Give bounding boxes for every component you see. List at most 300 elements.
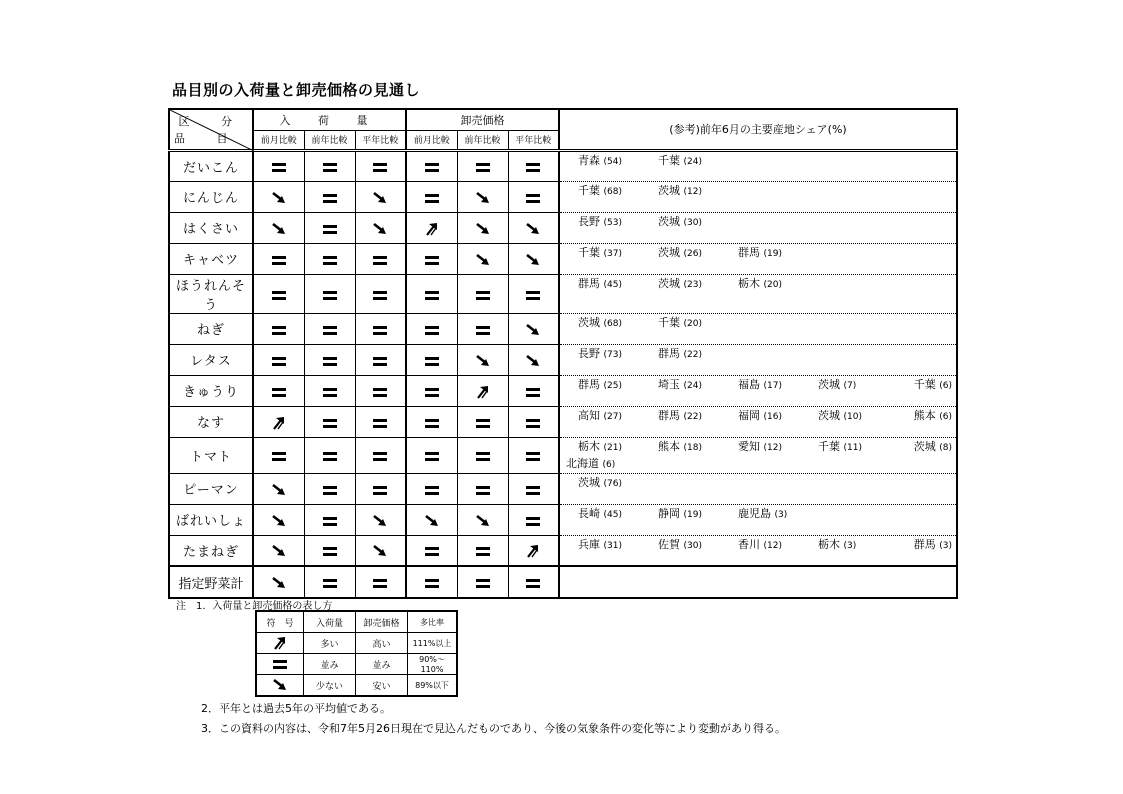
equal-icon: [422, 576, 442, 590]
share-prefecture: 千葉: [578, 245, 601, 259]
legend-header-price: 卸売価格: [356, 611, 408, 633]
equal-icon: [422, 449, 442, 463]
symbol-cell: [406, 181, 457, 212]
share-entry: [578, 408, 658, 425]
symbol-cell: [508, 313, 559, 344]
symbol-cell: [457, 212, 508, 243]
share-prefecture: 北海道: [566, 456, 600, 470]
legend-price: 高い: [356, 633, 408, 654]
table-row: [169, 535, 957, 566]
share-percent: (18): [683, 442, 702, 453]
share-percent: (8): [939, 442, 952, 453]
share-percent: (30): [683, 540, 702, 551]
symbol-cell: [355, 181, 406, 212]
symbol-cell: [406, 437, 457, 473]
share-prefecture: 群馬: [913, 537, 936, 551]
share-percent: (25): [603, 380, 622, 391]
share-cell: [559, 243, 957, 274]
equal-icon: [320, 483, 340, 497]
down-arrow-icon: [269, 514, 289, 528]
share-prefecture: 千葉: [578, 183, 601, 197]
equal-icon: [473, 160, 493, 174]
equal-icon: [370, 354, 390, 368]
equal-icon: [370, 449, 390, 463]
share-entry: [738, 506, 818, 523]
down-arrow-icon: [473, 191, 493, 205]
subheader-price-normal-year: 平年比較: [508, 130, 559, 150]
share-entry: [738, 276, 818, 293]
header-diagonal-cell: [169, 109, 253, 150]
equal-icon: [320, 288, 340, 302]
down-arrow-icon: [269, 222, 289, 236]
up-arrow-icon: [523, 544, 543, 558]
subheader-arr-prev-month: 前月比較: [253, 130, 304, 150]
share-cell: [559, 274, 957, 313]
down-arrow-icon: [270, 678, 290, 692]
item-name: ピーマン: [169, 473, 253, 504]
equal-icon: [320, 191, 340, 205]
share-prefecture: 茨城: [818, 408, 841, 422]
share-entry: [914, 377, 952, 394]
equal-icon: [320, 576, 340, 590]
share-prefecture: 茨城: [658, 245, 681, 259]
legend-symbol: [256, 633, 304, 654]
share-percent: (6): [602, 459, 616, 470]
share-entry: [818, 439, 898, 456]
share-prefecture: 熊本: [913, 408, 936, 422]
equal-icon: [370, 483, 390, 497]
symbol-cell: [253, 504, 304, 535]
share-percent: (68): [603, 186, 622, 197]
item-name: レタス: [169, 344, 253, 375]
share-entry: [658, 183, 738, 200]
equal-icon: [320, 416, 340, 430]
legend-price: 安い: [356, 675, 408, 697]
share-entry: [738, 439, 818, 456]
equal-icon: [320, 253, 340, 267]
symbol-cell: [406, 243, 457, 274]
symbol-cell: [355, 375, 406, 406]
symbol-cell: [457, 406, 508, 437]
equal-icon: [270, 657, 290, 671]
equal-icon: [320, 323, 340, 337]
symbol-cell: [304, 504, 355, 535]
share-entry: [578, 506, 658, 523]
legend-arrivals: 少ない: [304, 675, 356, 697]
symbol-cell: [508, 375, 559, 406]
share-cell: [559, 504, 957, 535]
share-percent: (20): [683, 318, 702, 329]
equal-icon: [523, 576, 543, 590]
equal-icon: [320, 354, 340, 368]
share-prefecture: 福岡: [738, 408, 761, 422]
share-cell: [559, 212, 957, 243]
equal-icon: [320, 160, 340, 174]
subheader-price-prev-month: 前月比較: [406, 130, 457, 150]
share-prefecture: 兵庫: [578, 537, 601, 551]
share-prefecture: 香川: [738, 537, 761, 551]
share-percent: (45): [603, 509, 622, 520]
symbol-cell: [304, 566, 355, 598]
table-row: [169, 150, 957, 181]
share-cell-empty: [559, 566, 957, 598]
share-percent: (37): [603, 248, 622, 259]
equal-icon: [422, 483, 442, 497]
table-row: [169, 274, 957, 313]
share-prefecture: 鹿児島: [738, 506, 772, 520]
share-entry: [818, 537, 898, 554]
share-percent: (12): [683, 186, 702, 197]
share-cell: [559, 150, 957, 181]
down-arrow-icon: [370, 191, 390, 205]
share-prefecture: 茨城: [658, 214, 681, 228]
share-entry: [658, 315, 738, 332]
share-percent: (54): [603, 156, 622, 167]
share-percent: (3): [774, 509, 788, 520]
equal-icon: [422, 323, 442, 337]
up-arrow-icon: [270, 636, 290, 650]
equal-icon: [320, 385, 340, 399]
equal-icon: [523, 160, 543, 174]
share-prefecture: 栃木: [818, 537, 841, 551]
symbol-cell: [304, 375, 355, 406]
symbol-cell: [457, 150, 508, 181]
share-entry: [578, 183, 658, 200]
share-entry: [578, 276, 658, 293]
symbol-cell: [508, 535, 559, 566]
down-arrow-icon: [370, 544, 390, 558]
share-prefecture: 青森: [578, 153, 601, 167]
header-reference: (参考)前年6月の主要産地シェア(%): [559, 109, 957, 150]
share-percent: (26): [683, 248, 702, 259]
legend-row: [256, 654, 457, 675]
table-row: [169, 375, 957, 406]
symbol-cell: [304, 406, 355, 437]
symbol-cell: [355, 473, 406, 504]
item-name: にんじん: [169, 181, 253, 212]
symbol-cell: [304, 535, 355, 566]
equal-icon: [523, 483, 543, 497]
equal-icon: [422, 191, 442, 205]
symbol-cell: [508, 566, 559, 598]
symbol-cell: [406, 406, 457, 437]
equal-icon: [473, 483, 493, 497]
legend-arrivals: 並み: [304, 654, 356, 675]
up-arrow-icon: [473, 385, 493, 399]
equal-icon: [422, 385, 442, 399]
share-entry: [658, 537, 738, 554]
symbol-cell: [355, 150, 406, 181]
share-prefecture: 茨城: [578, 315, 601, 329]
share-entry: [578, 537, 658, 554]
legend-header-ratio: 多比率: [408, 611, 458, 633]
symbol-cell: [304, 274, 355, 313]
symbol-cell: [355, 437, 406, 473]
share-entry: [566, 456, 615, 473]
legend-ratio: 89%以下: [408, 675, 458, 697]
share-entry: [738, 408, 818, 425]
symbol-cell: [508, 212, 559, 243]
share-prefecture: 千葉: [658, 153, 681, 167]
item-name: だいこん: [182, 160, 239, 176]
share-percent: (22): [683, 411, 702, 422]
share-prefecture: 長野: [578, 346, 601, 360]
share-percent: (12): [763, 540, 782, 551]
equal-icon: [473, 576, 493, 590]
share-prefecture: 愛知: [738, 439, 761, 453]
item-name: ほうれんそう: [169, 274, 253, 313]
symbol-cell: [457, 535, 508, 566]
share-entry: [658, 153, 738, 170]
down-arrow-icon: [473, 514, 493, 528]
table-row: [169, 181, 957, 212]
symbol-cell: [253, 406, 304, 437]
equal-icon: [422, 544, 442, 558]
equal-icon: [523, 288, 543, 302]
symbol-cell: [253, 274, 304, 313]
down-arrow-icon: [370, 222, 390, 236]
down-arrow-icon: [473, 222, 493, 236]
symbol-cell: [304, 437, 355, 473]
share-prefecture: 茨城: [578, 475, 601, 489]
item-name: はくさい: [169, 212, 253, 243]
item-name: ばれいしょ: [169, 504, 253, 535]
share-entry: [914, 408, 952, 425]
equal-icon: [269, 323, 289, 337]
table-row: [169, 504, 957, 535]
equal-icon: [523, 514, 543, 528]
symbol-legend-table: [255, 610, 458, 697]
share-prefecture: 栃木: [738, 276, 761, 290]
symbol-cell: [508, 504, 559, 535]
share-percent: (76): [603, 478, 622, 489]
symbol-cell: [457, 504, 508, 535]
symbol-cell: [253, 150, 304, 181]
symbol-cell: [508, 473, 559, 504]
item-name: たまねぎ: [169, 535, 253, 566]
symbol-cell: [457, 566, 508, 598]
symbol-cell: [457, 344, 508, 375]
share-prefecture: 千葉: [818, 439, 841, 453]
share-prefecture: 茨城: [818, 377, 841, 391]
share-prefecture: 栃木: [578, 439, 601, 453]
share-prefecture: 福島: [738, 377, 761, 391]
share-entry: [738, 377, 818, 394]
share-cell: [559, 375, 957, 406]
equal-icon: [370, 253, 390, 267]
header-arrivals: 入 荷 量: [253, 109, 406, 130]
share-entry: [578, 153, 658, 170]
down-arrow-icon: [523, 354, 543, 368]
symbol-cell: [508, 406, 559, 437]
symbol-cell: [406, 212, 457, 243]
equal-icon: [320, 544, 340, 558]
equal-icon: [523, 449, 543, 463]
equal-icon: [370, 385, 390, 399]
symbol-cell: [253, 313, 304, 344]
symbol-cell: [355, 274, 406, 313]
equal-icon: [422, 288, 442, 302]
share-cell: [559, 406, 957, 437]
equal-icon: [320, 514, 340, 528]
equal-icon: [269, 253, 289, 267]
table-row: [169, 437, 957, 473]
note-3: 3．この資料の内容は、令和7年5月26日現在で見込んだものであり、今後の気象条件の変化等により変動があり得る。: [201, 722, 786, 735]
symbol-cell: [457, 274, 508, 313]
symbol-cell: [406, 566, 457, 598]
share-entry: [914, 439, 952, 456]
symbol-cell: [355, 344, 406, 375]
share-prefecture: 群馬: [658, 408, 681, 422]
up-arrow-icon: [269, 416, 289, 430]
share-percent: (6): [939, 411, 952, 422]
down-arrow-icon: [473, 354, 493, 368]
share-percent: (11): [843, 442, 862, 453]
equal-icon: [370, 288, 390, 302]
share-entry: [658, 245, 738, 262]
equal-icon: [473, 323, 493, 337]
share-percent: (20): [763, 279, 782, 290]
legend-arrivals: 多い: [304, 633, 356, 654]
equal-icon: [269, 449, 289, 463]
symbol-cell: [508, 243, 559, 274]
equal-icon: [473, 416, 493, 430]
down-arrow-icon: [269, 544, 289, 558]
table-row: [169, 313, 957, 344]
header-kubun: 区 分: [178, 115, 246, 128]
header-hinmoku: 品 目: [174, 131, 242, 145]
symbol-cell: [253, 344, 304, 375]
down-arrow-icon: [269, 483, 289, 497]
down-arrow-icon: [269, 576, 289, 590]
down-arrow-icon: [269, 191, 289, 205]
item-name: ねぎ: [169, 313, 253, 344]
symbol-cell: [355, 535, 406, 566]
legend-price: 並み: [356, 654, 408, 675]
equal-icon: [422, 354, 442, 368]
down-arrow-icon: [370, 514, 390, 528]
share-percent: (68): [603, 318, 622, 329]
symbol-cell: [304, 313, 355, 344]
symbol-cell: [406, 274, 457, 313]
share-prefecture: 千葉: [658, 315, 681, 329]
share-percent: (3): [843, 540, 857, 551]
symbol-cell: [253, 212, 304, 243]
share-entry: [658, 276, 738, 293]
share-cell: [559, 535, 957, 566]
share-entry: [738, 245, 818, 262]
equal-icon: [523, 385, 543, 399]
symbol-cell: [508, 150, 559, 181]
share-entry: [818, 408, 898, 425]
symbol-cell: [406, 313, 457, 344]
share-entry: [578, 315, 658, 332]
share-percent: (24): [683, 156, 702, 167]
share-prefecture: 茨城: [658, 276, 681, 290]
share-percent: (30): [683, 217, 702, 228]
equal-icon: [473, 449, 493, 463]
equal-icon: [320, 222, 340, 236]
share-entry: [658, 214, 738, 231]
share-entry: [818, 377, 898, 394]
share-percent: (31): [603, 540, 622, 551]
share-prefecture: 群馬: [578, 276, 601, 290]
share-entry: [578, 346, 658, 363]
share-entry: [658, 408, 738, 425]
share-prefecture: 千葉: [913, 377, 936, 391]
share-percent: (19): [683, 509, 702, 520]
page-title: 品目別の入荷量と卸売価格の見通し: [172, 81, 421, 99]
table-row: [169, 406, 957, 437]
total-row: [169, 566, 957, 598]
table-row: [169, 212, 957, 243]
equal-icon: [422, 253, 442, 267]
down-arrow-icon: [422, 514, 442, 528]
share-entry: [578, 377, 658, 394]
table-row: [169, 344, 957, 375]
share-prefecture: 群馬: [738, 245, 761, 259]
subheader-arr-normal-year: 平年比較: [355, 130, 406, 150]
share-percent: (53): [603, 217, 622, 228]
symbol-cell: [508, 181, 559, 212]
share-prefecture: 長野: [578, 214, 601, 228]
share-percent: (73): [603, 349, 622, 360]
symbol-cell: [304, 243, 355, 274]
symbol-cell: [457, 313, 508, 344]
equal-icon: [370, 323, 390, 337]
share-entry: [658, 346, 738, 363]
symbol-cell: [304, 344, 355, 375]
symbol-cell: [508, 344, 559, 375]
share-entry: [578, 214, 658, 231]
share-percent: (23): [683, 279, 702, 290]
share-prefecture: 静岡: [658, 506, 681, 520]
share-percent: (24): [683, 380, 702, 391]
legend-symbol: [256, 654, 304, 675]
symbol-cell: [457, 473, 508, 504]
share-entry: [738, 537, 818, 554]
symbol-cell: [253, 535, 304, 566]
item-name: キャベツ: [169, 243, 253, 274]
symbol-cell: [355, 243, 406, 274]
symbol-cell: [253, 243, 304, 274]
share-percent: (10): [843, 411, 862, 422]
symbol-cell: [355, 504, 406, 535]
symbol-cell: [355, 566, 406, 598]
down-arrow-icon: [523, 253, 543, 267]
symbol-cell: [355, 212, 406, 243]
share-cell: [559, 473, 957, 504]
share-percent: (45): [603, 279, 622, 290]
equal-icon: [269, 288, 289, 302]
subheader-price-prev-year: 前年比較: [457, 130, 508, 150]
share-percent: (12): [763, 442, 782, 453]
share-entry: [578, 475, 658, 492]
equal-icon: [320, 449, 340, 463]
symbol-cell: [457, 243, 508, 274]
header-price: 卸売価格: [406, 109, 559, 130]
symbol-cell: [508, 274, 559, 313]
share-percent: (19): [763, 248, 782, 259]
equal-icon: [370, 576, 390, 590]
down-arrow-icon: [523, 222, 543, 236]
note-1: 注 1．入荷量と卸売価格の表し方: [176, 601, 333, 612]
symbol-cell: [304, 150, 355, 181]
share-percent: (17): [763, 380, 782, 391]
share-percent: (7): [843, 380, 857, 391]
share-prefecture: 長崎: [578, 506, 601, 520]
legend-row: [256, 633, 457, 654]
